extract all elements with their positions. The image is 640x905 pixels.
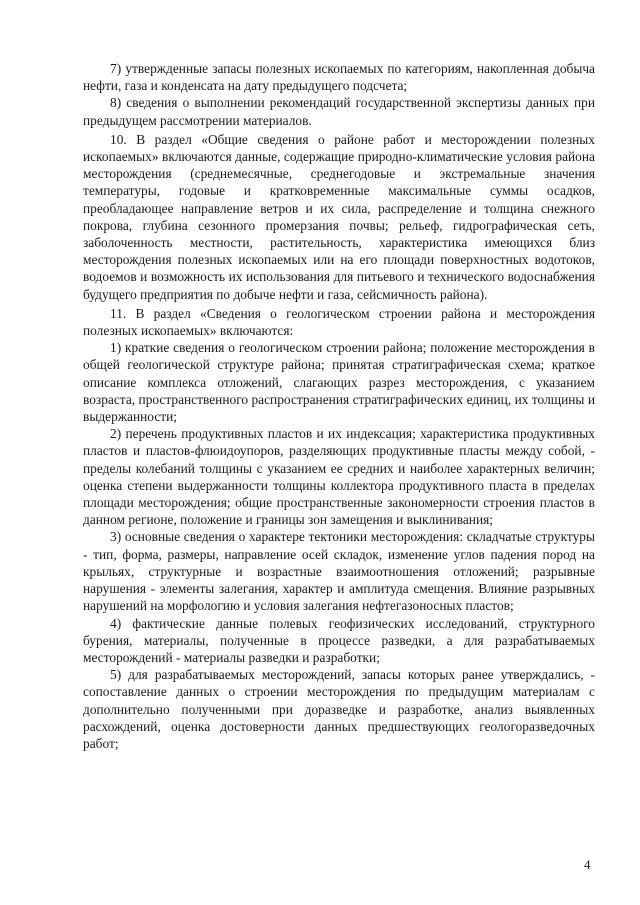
- paragraph-subitem-2: 2) перечень продуктивных пластов и их индексация; характеристика продуктивных пластов и пластов-флюидоупоров, разделяющих продуктивные пласты между собой, - пределы колебаний толщины с указанием ее средних и наиболее характерных величин; оценка степени выдержанности толщины коллектора продуктивного пласта в пределах площади месторождения; общие пространственные закономерности строения пластов в данном регионе, положение и границы зон замещения и выклинивания;: [83, 426, 595, 528]
- page-number: 4: [584, 857, 591, 872]
- paragraph-section-11: 11. В раздел «Сведения о геологическом строении района и месторождения полезных ископаемых» включаются:: [83, 305, 595, 339]
- paragraph-subitem-1: 1) краткие сведения о геологическом строении района; положение месторождения в общей геологической структуре района; принятая стратиграфическая схема; краткое описание комплекса отложений, слагающих разрез месторождения, с указанием возраста, пространственного распространения стратиграфических единиц, их толщины и выдержанности;: [83, 340, 595, 425]
- document-body: [83, 60, 595, 752]
- paragraph-subitem-4: 4) фактические данные полевых геофизических исследований, структурного бурения, материалы, полученные в процессе разведки, а для разрабатываемых месторождений - материалы разведки и разработки;: [83, 615, 595, 665]
- paragraph-subitem-3: 3) основные сведения о характере тектоники месторождения: складчатые структуры - тип, форма, размеры, направление осей складок, изменение углов падения пород на крыльях, структурные и возрастные взаимоотношения отложений; разрывные нарушения - элементы залегания, характер и амплитуда смещения. Влияние разрывных нарушений на морфологию и условия залегания нефтегазоносных пластов;: [83, 529, 595, 614]
- paragraph-item-7: 7) утвержденные запасы полезных ископаемых по категориям, накопленная добыча нефти, газа и конденсата на дату предыдущего подсчета;: [83, 61, 595, 94]
- paragraph-item-8: 8) сведения о выполнении рекомендаций государственной экспертизы данных при предыдущем рассмотрении материалов.: [83, 95, 595, 128]
- paragraph-section-10: 10. В раздел «Общие сведения о районе работ и месторождении полезных ископаемых» включаются данные, содержащие природно-климатические условия района месторождения (среднемесячные, среднегодовые и экстремальные значения температуры, годовые и кратковременные максимальные суммы осадков, преобладающее направление ветров и их сила, распределение и толщина снежного покрова, глубина сезонного промерзания почвы; рельеф, гидрографическая сеть, заболоченность местности, растительность, характеристика имеющихся близ месторождения полезных ископаемых или на его площади поверхностных водотоков, водоемов и возможность их использования для питьевого и технического водоснабжения будущего предприятия по добыче нефти и газа, сейсмичность района).: [83, 131, 595, 302]
- paragraph-subitem-5: 5) для разрабатываемых месторождений, запасы которых ранее утверждались, - сопоставление данных о строении месторождения по предыдущим материалам с дополнительно полученными при доразведке и разработке, анализ выявленных расхождений, оценка достоверности данных предшествующих геологоразведочных работ;: [83, 667, 595, 751]
